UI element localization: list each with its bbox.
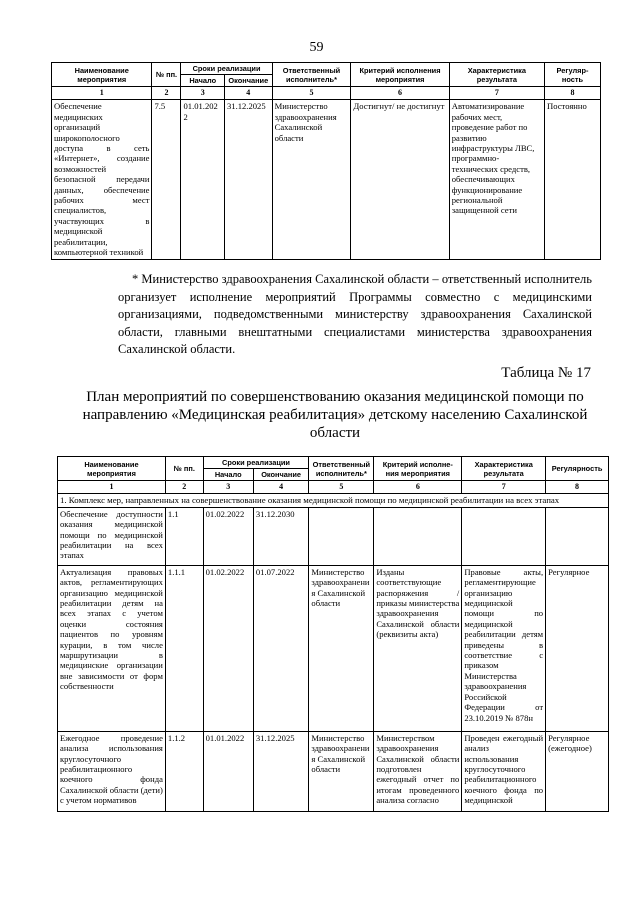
col-header-name: Наименование мероприятия	[58, 457, 166, 481]
col-number: 6	[374, 481, 462, 494]
col-number: 6	[351, 87, 449, 100]
col-number: 5	[272, 87, 351, 100]
column-number-row	[52, 87, 601, 100]
cell-result: Правовые акты, регламентирующие организацию медицинской помощи по медицинской реабилитации детям приведены в соответствие с приказом Министерства здравоохранения Российской Федерации от 23.10.2019 № 878н	[462, 565, 546, 731]
col-number: 8	[546, 481, 609, 494]
table-row	[58, 731, 609, 811]
section-title: 1. Комплекс мер, направленных на совершенствование оказания медицинской помощи по медицинской реабилитации на всех этапах	[58, 494, 609, 507]
col-number: 7	[462, 481, 546, 494]
cell-start: 01.01.2022	[181, 100, 225, 259]
col-header-end: Окончание	[253, 469, 309, 481]
cell-result: Проведен ежегодный анализ использования круглосуточного реабилитационного коечного фонда по медицинской	[462, 731, 546, 811]
cell-start: 01.01.2022	[203, 731, 253, 811]
col-number: 1	[52, 87, 152, 100]
col-header-name: Наименование мероприятия	[52, 63, 152, 87]
col-number: 1	[58, 481, 166, 494]
col-number: 4	[253, 481, 309, 494]
cell-criterion: Изданы соответствующие распоряжения /приказы министерства здравоохранения Сахалинской области (реквизиты акта)	[374, 565, 462, 731]
cell-criterion: Достигнут/ не достигнут	[351, 100, 449, 259]
cell-regularity	[546, 507, 609, 565]
cell-num: 1.1	[165, 507, 203, 565]
col-header-regularity: Регулярность	[546, 457, 609, 481]
cell-num: 1.1.1	[165, 565, 203, 731]
col-header-responsible: Ответственный исполнитель*	[272, 63, 351, 87]
cell-regularity: Регулярное (ежегодное)	[546, 731, 609, 811]
col-number: 3	[203, 481, 253, 494]
cell-regularity: Регулярное	[546, 565, 609, 731]
cell-criterion: Министерством здравоохранения Сахалинской области подготовлен ежегодный отчет по итогам проведенного анализа согласно	[374, 731, 462, 811]
cell-start: 01.02.2022	[203, 565, 253, 731]
table-row	[52, 100, 601, 259]
col-header-period: Сроки реализации	[181, 63, 272, 75]
section-row	[58, 494, 609, 507]
col-number: 4	[224, 87, 272, 100]
col-header-start: Начало	[181, 75, 225, 87]
cell-responsible	[309, 507, 374, 565]
cell-name: Актуализация правовых актов, регламентирующих организацию медицинской реабилитации детям на всех этапах с учетом оценки состояния пациентов по уровням курации, в том числе маршрутизации в медицинские организации вне зависимости от форм собственности	[58, 565, 166, 731]
col-number: 7	[449, 87, 544, 100]
cell-num: 7.5	[152, 100, 181, 259]
col-header-period: Сроки реализации	[203, 457, 309, 469]
cell-num: 1.1.2	[165, 731, 203, 811]
table-header-row	[58, 457, 609, 469]
table-header-row	[52, 63, 601, 75]
col-number: 8	[545, 87, 601, 100]
col-header-num: № пп.	[165, 457, 203, 481]
col-header-end: Окончание	[224, 75, 272, 87]
table-rehabilitation-plan	[57, 456, 609, 812]
col-header-start: Начало	[203, 469, 253, 481]
cell-name: Обеспечение медицинских организаций широкополосного доступа в сеть «Интернет», создание возможностей безопасной передачи данных, обеспечение рабочих мест специалистов, участвующих в медицинской реабилитации, компьютерной техникой	[52, 100, 152, 259]
cell-name: Обеспечение доступности оказания медицинской помощи по медицинской реабилитации на всех этапах	[58, 507, 166, 565]
col-number: 2	[152, 87, 181, 100]
cell-end: 31.12.2025	[253, 731, 309, 811]
col-header-responsible: Ответственный исполнитель*	[309, 457, 374, 481]
cell-result	[462, 507, 546, 565]
cell-result: Автоматизирование рабочих мест, проведение работ по развитию инфраструктуры ЛВС, программно-технических средств, обеспечивающих функционирование региональной защищенной сети	[449, 100, 544, 259]
page-number: 59	[309, 40, 324, 55]
cell-responsible: Министерство здравоохранения Сахалинской области	[309, 731, 374, 811]
col-header-num: № пп.	[152, 63, 181, 87]
col-number: 5	[309, 481, 374, 494]
cell-end: 01.07.2022	[253, 565, 309, 731]
col-header-criterion: Критерий исполне-ния мероприятия	[374, 457, 462, 481]
cell-regularity: Постоянно	[545, 100, 601, 259]
col-number: 2	[165, 481, 203, 494]
cell-responsible: Министерство здравоохранения Сахалинской области	[309, 565, 374, 731]
footnote: * Министерство здравоохранения Сахалинской области – ответственный исполнитель организует исполнение мероприятий Программы совместно с медицинскими организациями, подведомственными министерству здравоохранения Сахалинской области, главными внештатными специалистами министерства здравоохранения Сахалинской области.	[118, 272, 592, 356]
cell-responsible: Министерство здравоохранения Сахалинской области	[272, 100, 351, 259]
cell-end: 31.12.2025	[224, 100, 272, 259]
cell-end: 31.12.2030	[253, 507, 309, 565]
column-number-row	[58, 481, 609, 494]
cell-start: 01.02.2022	[203, 507, 253, 565]
col-header-regularity: Регуляр-ность	[545, 63, 601, 87]
table-title: План мероприятий по совершенствованию оказания медицинской помощи по направлению «Медицинская реабилитация» детскому населению Сахалинской области	[82, 389, 588, 441]
table-measures-continued	[51, 62, 601, 260]
table-label: Таблица № 17	[501, 365, 591, 381]
cell-name: Ежегодное проведение анализа использования круглосуточного реабилитационного коечного фонда Сахалинской области (дети) с учетом нормативов	[58, 731, 166, 811]
col-header-result: Характеристика результата	[449, 63, 544, 87]
col-header-result: Характеристика результата	[462, 457, 546, 481]
col-header-criterion: Критерий исполнения мероприятия	[351, 63, 449, 87]
table-row	[58, 565, 609, 731]
cell-criterion	[374, 507, 462, 565]
col-number: 3	[181, 87, 225, 100]
table-row	[58, 507, 609, 565]
